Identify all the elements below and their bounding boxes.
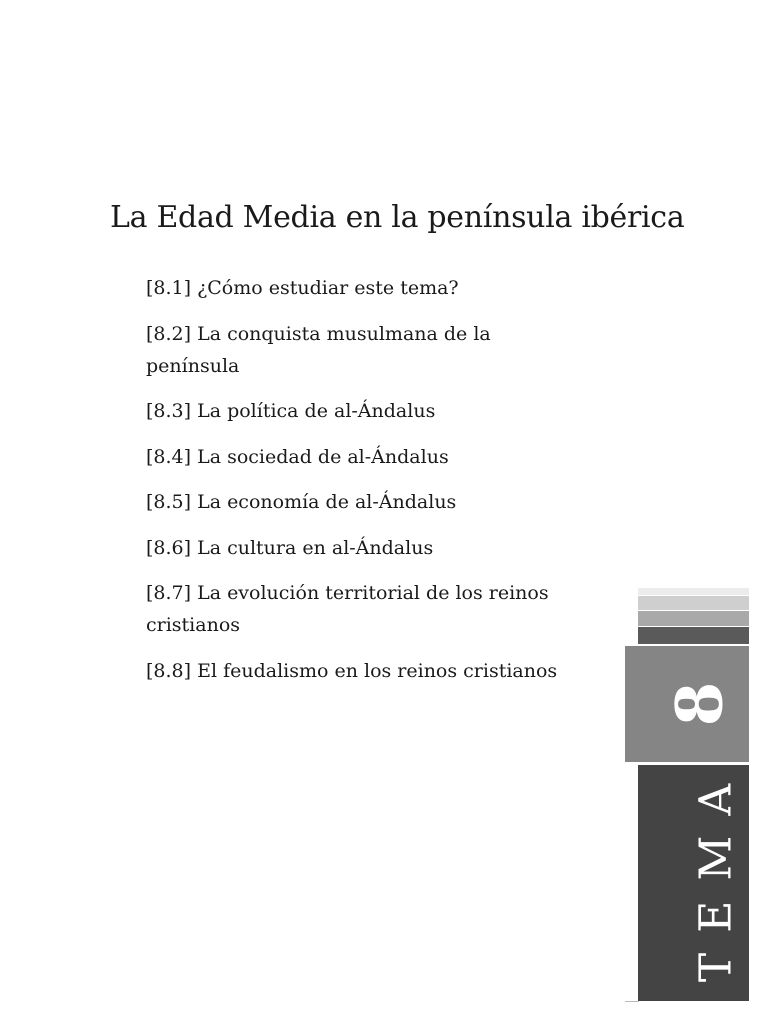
- toc-item-8-6: [8.6] La cultura en al-Ándalus: [146, 536, 434, 559]
- decorative-strip: [638, 596, 749, 610]
- toc-item-8-1: [8.1] ¿Cómo estudiar este tema?: [146, 277, 459, 299]
- table-of-contents: [146, 272, 586, 700]
- toc-item-8-8: [8.8] El feudalismo en los reinos cristianos: [146, 659, 558, 682]
- toc-item-8-2: [8.2] La conquista musulmana de la península: [146, 322, 491, 377]
- toc-item-8-7: [8.7] La evolución territorial de los reinos cristianos: [146, 582, 549, 636]
- decorative-strip: [638, 627, 749, 644]
- chapter-number-box: [625, 646, 749, 762]
- decorative-strip: [638, 588, 749, 595]
- toc-item-8-5: [8.5] La economía de al-Ándalus: [146, 491, 457, 513]
- tema-side-tab: [638, 765, 749, 1001]
- toc-item-8-4: [8.4] La sociedad de al-Ándalus: [146, 445, 449, 468]
- decorative-strip: [638, 611, 749, 626]
- page-title: La Edad Media en la península ibérica: [110, 200, 685, 235]
- chapter-number: 8: [662, 681, 737, 727]
- divider: [625, 1001, 639, 1002]
- toc-item-8-3: [8.3] La política de al-Ándalus: [146, 400, 436, 422]
- tema-label: TEMA: [690, 763, 741, 983]
